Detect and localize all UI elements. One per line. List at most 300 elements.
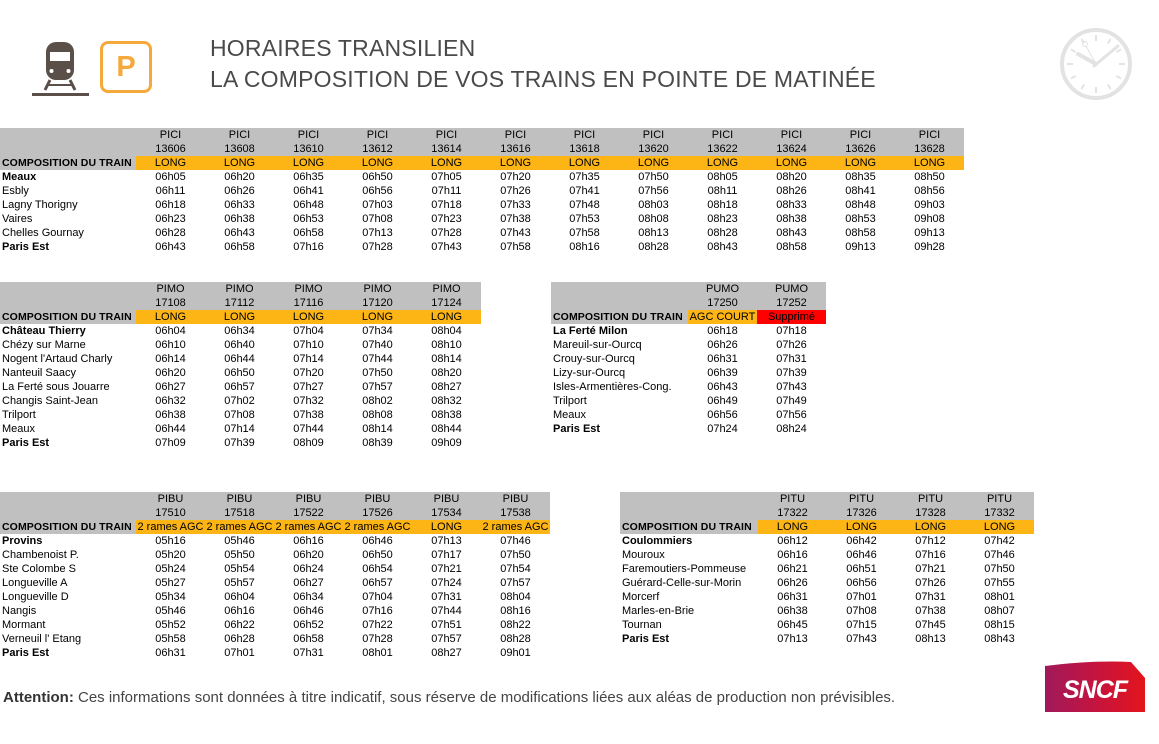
train-code: PICI	[205, 128, 274, 142]
composition-badge: LONG	[274, 310, 343, 324]
train-code: PIMO	[136, 282, 205, 296]
station-name: Chambenoist P.	[2, 549, 79, 561]
train-number: 13610	[274, 142, 343, 156]
departure-time: 07h38	[293, 409, 324, 421]
departure-time: 06h05	[155, 171, 186, 183]
departure-time: 08h43	[984, 633, 1015, 645]
departure-time: 08h35	[845, 171, 876, 183]
station-name: Vaires	[2, 213, 33, 225]
departure-time: 08h08	[638, 213, 669, 225]
train-code: PICI	[550, 128, 619, 142]
departure-time: 05h46	[155, 605, 186, 617]
departure-time: 08h43	[776, 227, 807, 239]
departure-time: 07h44	[431, 605, 462, 617]
departure-time: 07h18	[776, 325, 807, 337]
departure-time: 08h27	[431, 647, 462, 659]
departure-time: 05h58	[155, 633, 186, 645]
composition-label: COMPOSITION DU TRAIN	[0, 310, 136, 324]
departure-time: 06h50	[224, 367, 255, 379]
departure-time: 07h31	[431, 591, 462, 603]
station-row	[551, 394, 826, 408]
departure-time: 05h57	[224, 577, 255, 589]
departure-time: 06h27	[155, 381, 186, 393]
station-name: Coulommiers	[622, 535, 693, 547]
departure-time: 06h58	[293, 633, 324, 645]
train-number: 17108	[136, 296, 205, 310]
departure-time: 07h57	[500, 577, 531, 589]
departure-time: 07h44	[293, 423, 324, 435]
departure-time: 06h33	[224, 199, 255, 211]
train-number: 17522	[274, 506, 343, 520]
departure-time: 07h01	[846, 591, 877, 603]
departure-time: 08h16	[500, 605, 531, 617]
departure-time: 08h03	[638, 199, 669, 211]
departure-time: 09h13	[914, 227, 945, 239]
departure-time: 06h26	[777, 577, 808, 589]
train-code: PICI	[274, 128, 343, 142]
departure-time: 07h56	[776, 409, 807, 421]
departure-time: 07h38	[915, 605, 946, 617]
composition-badge: 2 rames AGC	[344, 521, 411, 533]
departure-time: 06h45	[777, 619, 808, 631]
departure-time: 07h38	[500, 213, 531, 225]
departure-time: 08h05	[707, 171, 738, 183]
header-spacer	[551, 282, 688, 296]
station-name: Isles-Armentières-Cong.	[553, 381, 672, 393]
station-row	[0, 590, 550, 604]
composition-row	[0, 156, 964, 170]
composition-badge: LONG	[412, 520, 481, 534]
departure-time: 06h04	[155, 325, 186, 337]
departure-time: 06h57	[224, 381, 255, 393]
train-number: 13612	[343, 142, 412, 156]
station-row	[0, 226, 964, 240]
station-name: Longueville D	[2, 591, 69, 603]
station-row	[0, 338, 481, 352]
departure-time: 06h35	[293, 171, 324, 183]
departure-time: 05h34	[155, 591, 186, 603]
departure-time: 06h43	[707, 381, 738, 393]
station-name: Morcerf	[622, 591, 660, 603]
departure-time: 07h57	[431, 633, 462, 645]
composition-badge: LONG	[205, 310, 274, 324]
departure-time: 06h24	[293, 563, 324, 575]
timetable-pumo	[551, 282, 826, 436]
composition-badge-suppressed: Supprimé	[757, 310, 826, 324]
header-spacer	[0, 128, 136, 142]
departure-time: 05h50	[224, 549, 255, 561]
departure-time: 07h57	[362, 381, 393, 393]
departure-time: 08h44	[431, 423, 462, 435]
departure-time: 07h13	[431, 535, 462, 547]
station-row	[0, 548, 550, 562]
departure-time: 06h57	[362, 577, 393, 589]
departure-time: 08h13	[638, 227, 669, 239]
departure-time: 06h10	[155, 339, 186, 351]
station-name: Mouroux	[622, 549, 665, 561]
departure-time: 07h55	[984, 577, 1015, 589]
station-row	[620, 562, 1034, 576]
departure-time: 06h46	[362, 535, 393, 547]
departure-time: 07h15	[846, 619, 877, 631]
train-code: PITU	[758, 492, 827, 506]
departure-time: 07h16	[293, 241, 324, 253]
composition-badge: LONG	[343, 156, 412, 170]
composition-badge: LONG	[136, 156, 205, 170]
departure-time: 07h10	[293, 339, 324, 351]
departure-time: 08h20	[776, 171, 807, 183]
departure-time: 06h18	[155, 199, 186, 211]
departure-time: 07h13	[777, 633, 808, 645]
station-row	[0, 632, 550, 646]
departure-time: 08h02	[362, 395, 393, 407]
composition-badge: LONG	[688, 156, 757, 170]
departure-time: 07h04	[362, 591, 393, 603]
train-code: PICI	[136, 128, 205, 142]
departure-time: 06h34	[224, 325, 255, 337]
departure-time: 09h09	[431, 437, 462, 449]
header-row-line-code	[551, 282, 826, 296]
departure-time: 06h58	[293, 227, 324, 239]
departure-time: 07h34	[362, 325, 393, 337]
composition-badge: LONG	[550, 156, 619, 170]
departure-time: 07h28	[362, 633, 393, 645]
departure-time: 06h54	[362, 563, 393, 575]
departure-time: 06h11	[155, 185, 186, 197]
station-name: Longueville A	[2, 577, 68, 589]
station-row	[551, 380, 826, 394]
departure-time: 07h03	[362, 199, 393, 211]
train-code: PITU	[896, 492, 965, 506]
station-row	[551, 324, 826, 338]
departure-time: 07h44	[362, 353, 393, 365]
attention-text: Ces informations sont données à titre indicatif, sous réserve de modifications liées aux aléas de production non prévisibles.	[73, 689, 896, 706]
composition-badge: LONG	[412, 310, 481, 324]
departure-time: 07h56	[638, 185, 669, 197]
train-number: 17328	[896, 506, 965, 520]
departure-time: 07h14	[224, 423, 255, 435]
departure-time: 07h26	[776, 339, 807, 351]
train-code: PIBU	[136, 492, 205, 506]
train-number: 17332	[965, 506, 1034, 520]
departure-time: 06h50	[362, 549, 393, 561]
departure-time: 07h54	[500, 563, 531, 575]
departure-time: 08h28	[707, 227, 738, 239]
train-number: 13606	[136, 142, 205, 156]
departure-time: 09h28	[914, 241, 945, 253]
departure-time: 07h43	[846, 633, 877, 645]
train-number: 13620	[619, 142, 688, 156]
departure-time: 07h41	[569, 185, 600, 197]
train-number: 17252	[757, 296, 826, 310]
departure-time: 07h20	[293, 367, 324, 379]
train-number: 17534	[412, 506, 481, 520]
departure-time: 07h53	[569, 213, 600, 225]
train-number: 17120	[343, 296, 412, 310]
departure-time: 05h46	[224, 535, 255, 547]
disclaimer	[3, 689, 895, 706]
station-row	[620, 534, 1034, 548]
station-row	[620, 618, 1034, 632]
station-name: Paris Est	[2, 437, 50, 449]
departure-time: 06h31	[707, 353, 738, 365]
departure-time: 08h32	[431, 395, 462, 407]
departure-time: 08h28	[638, 241, 669, 253]
departure-time: 05h54	[224, 563, 255, 575]
departure-time: 05h24	[155, 563, 186, 575]
composition-badge: LONG	[274, 156, 343, 170]
departure-time: 05h52	[155, 619, 186, 631]
station-name: Meaux	[553, 409, 587, 421]
station-row	[0, 352, 481, 366]
composition-badge: AGC COURT	[689, 311, 756, 323]
train-number: 17518	[205, 506, 274, 520]
departure-time: 07h58	[569, 227, 600, 239]
composition-row	[0, 520, 550, 534]
departure-time: 07h50	[984, 563, 1015, 575]
departure-time: 06h41	[293, 185, 324, 197]
departure-time: 06h46	[293, 605, 324, 617]
departure-time: 08h04	[431, 325, 462, 337]
timetable-pitu	[620, 492, 1034, 646]
departure-time: 07h05	[431, 171, 462, 183]
departure-time: 06h49	[707, 395, 738, 407]
departure-time: 06h16	[224, 605, 255, 617]
departure-time: 07h40	[362, 339, 393, 351]
departure-time: 08h16	[569, 241, 600, 253]
station-name: Meaux	[2, 171, 37, 183]
departure-time: 06h53	[293, 213, 324, 225]
train-code: PICI	[412, 128, 481, 142]
departure-time: 07h20	[500, 171, 531, 183]
departure-time: 06h50	[362, 171, 393, 183]
departure-time: 06h27	[293, 577, 324, 589]
departure-time: 06h38	[224, 213, 255, 225]
train-number: 17124	[412, 296, 481, 310]
composition-badge: LONG	[205, 156, 274, 170]
departure-time: 07h18	[431, 199, 462, 211]
departure-time: 07h02	[224, 395, 255, 407]
departure-time: 06h38	[777, 605, 808, 617]
departure-time: 07h23	[431, 213, 462, 225]
departure-time: 06h20	[224, 171, 255, 183]
departure-time: 07h08	[362, 213, 393, 225]
header-spacer	[0, 492, 136, 506]
station-row	[0, 380, 481, 394]
composition-badge: LONG	[827, 520, 896, 534]
departure-time: 06h39	[707, 367, 738, 379]
train-number: 17116	[274, 296, 343, 310]
header-row-train-number	[551, 296, 826, 310]
station-name: Chézy sur Marne	[2, 339, 86, 351]
train-code: PIBU	[481, 492, 550, 506]
departure-time: 06h46	[846, 549, 877, 561]
station-name: Changis Saint-Jean	[2, 395, 99, 407]
train-code: PITU	[827, 492, 896, 506]
station-row	[0, 604, 550, 618]
station-name: Faremoutiers-Pommeuse	[622, 563, 747, 575]
departure-time: 07h24	[431, 577, 462, 589]
header-spacer	[0, 282, 136, 296]
departure-time: 06h14	[155, 353, 186, 365]
station-row	[0, 170, 964, 184]
departure-time: 06h31	[155, 647, 186, 659]
departure-time: 08h38	[776, 213, 807, 225]
departure-time: 06h44	[224, 353, 255, 365]
composition-badge: LONG	[896, 520, 965, 534]
station-row	[0, 576, 550, 590]
departure-time: 06h18	[707, 325, 738, 337]
departure-time: 05h16	[155, 535, 186, 547]
station-row	[0, 394, 481, 408]
departure-time: 06h38	[155, 409, 186, 421]
station-row	[0, 324, 481, 338]
departure-time: 06h56	[846, 577, 877, 589]
train-number: 13618	[550, 142, 619, 156]
departure-time: 07h11	[431, 185, 462, 197]
departure-time: 07h24	[707, 423, 738, 435]
header-row-line-code	[0, 492, 550, 506]
composition-badge: 2 rames AGC	[206, 521, 273, 533]
departure-time: 06h58	[224, 241, 255, 253]
train-code: PIBU	[343, 492, 412, 506]
departure-time: 08h08	[362, 409, 393, 421]
departure-time: 07h16	[362, 605, 393, 617]
departure-time: 06h34	[293, 591, 324, 603]
composition-badge: LONG	[619, 156, 688, 170]
train-number: 17538	[481, 506, 550, 520]
departure-time: 07h16	[915, 549, 946, 561]
departure-time: 08h28	[500, 633, 531, 645]
composition-badge: LONG	[412, 156, 481, 170]
station-row	[620, 590, 1034, 604]
composition-badge: LONG	[758, 520, 827, 534]
station-row	[620, 632, 1034, 646]
composition-badge: LONG	[136, 310, 205, 324]
composition-row	[0, 310, 481, 324]
station-name: Meaux	[2, 423, 36, 435]
station-row	[551, 338, 826, 352]
train-code: PIMO	[205, 282, 274, 296]
train-icon	[32, 40, 90, 98]
departure-time: 06h42	[846, 535, 877, 547]
train-code: PIMO	[412, 282, 481, 296]
sncf-logo	[1043, 660, 1147, 714]
attention-label: Attention:	[3, 689, 74, 706]
station-name: Verneuil l' Etang	[2, 633, 82, 645]
station-name: Nangis	[2, 605, 37, 617]
train-number: 17112	[205, 296, 274, 310]
departure-time: 07h14	[293, 353, 324, 365]
station-row	[0, 366, 481, 380]
departure-time: 07h35	[569, 171, 600, 183]
departure-time: 08h53	[845, 213, 876, 225]
train-number: 17250	[688, 296, 757, 310]
departure-time: 08h10	[431, 339, 462, 351]
header-spacer	[620, 492, 758, 506]
station-name: Nanteuil Saacy	[2, 367, 76, 379]
station-row	[0, 646, 550, 660]
train-code: PIBU	[412, 492, 481, 506]
station-name: Lizy-sur-Ourcq	[553, 367, 626, 379]
departure-time: 06h21	[777, 563, 808, 575]
departure-time: 08h38	[431, 409, 462, 421]
station-name: Provins	[2, 535, 43, 547]
station-row	[620, 548, 1034, 562]
station-row	[551, 352, 826, 366]
timetable-pici	[0, 128, 964, 254]
departure-time: 08h39	[362, 437, 393, 449]
train-number: 17326	[827, 506, 896, 520]
departure-time: 06h32	[155, 395, 186, 407]
departure-time: 07h26	[500, 185, 531, 197]
departure-time: 06h51	[846, 563, 877, 575]
departure-time: 08h07	[984, 605, 1015, 617]
header-row-train-number	[620, 506, 1034, 520]
header-row-line-code	[0, 128, 964, 142]
composition-badge: LONG	[965, 520, 1034, 534]
timetable-pibu	[0, 492, 550, 660]
departure-time: 08h43	[707, 241, 738, 253]
departure-time: 07h12	[915, 535, 946, 547]
header-spacer	[551, 296, 688, 310]
departure-time: 08h41	[845, 185, 876, 197]
station-row	[0, 534, 550, 548]
station-row	[0, 212, 964, 226]
departure-time: 07h43	[500, 227, 531, 239]
composition-badge: 2 rames AGC	[482, 521, 549, 533]
departure-time: 07h31	[915, 591, 946, 603]
departure-time: 06h56	[362, 185, 393, 197]
departure-time: 06h26	[224, 185, 255, 197]
composition-badge: LONG	[826, 156, 895, 170]
departure-time: 07h21	[431, 563, 462, 575]
departure-time: 08h18	[707, 199, 738, 211]
departure-time: 08h22	[500, 619, 531, 631]
departure-time: 06h48	[293, 199, 324, 211]
departure-time: 07h39	[224, 437, 255, 449]
station-name: Lagny Thorigny	[2, 199, 78, 211]
departure-time: 07h31	[293, 647, 324, 659]
station-name: Crouy-sur-Ourcq	[553, 353, 635, 365]
departure-time: 06h16	[777, 549, 808, 561]
departure-time: 08h50	[914, 171, 945, 183]
station-name: La Ferté sous Jouarre	[2, 381, 110, 393]
composition-badge: LONG	[343, 310, 412, 324]
departure-time: 08h14	[431, 353, 462, 365]
departure-time: 08h23	[707, 213, 738, 225]
page-title	[210, 33, 876, 95]
station-name: Ste Colombe S	[2, 563, 76, 575]
station-row	[551, 366, 826, 380]
train-number: 17526	[343, 506, 412, 520]
train-code: PICI	[826, 128, 895, 142]
departure-time: 07h08	[224, 409, 255, 421]
station-name: Château Thierry	[2, 325, 86, 337]
departure-time: 06h20	[293, 549, 324, 561]
station-row	[0, 436, 481, 450]
station-name: Marles-en-Brie	[622, 605, 695, 617]
train-number: 13616	[481, 142, 550, 156]
departure-time: 06h23	[155, 213, 186, 225]
departure-time: 07h46	[500, 535, 531, 547]
departure-time: 07h01	[224, 647, 255, 659]
departure-time: 07h45	[915, 619, 946, 631]
station-row	[551, 408, 826, 422]
departure-time: 07h43	[431, 241, 462, 253]
departure-time: 07h27	[293, 381, 324, 393]
departure-time: 06h28	[155, 227, 186, 239]
